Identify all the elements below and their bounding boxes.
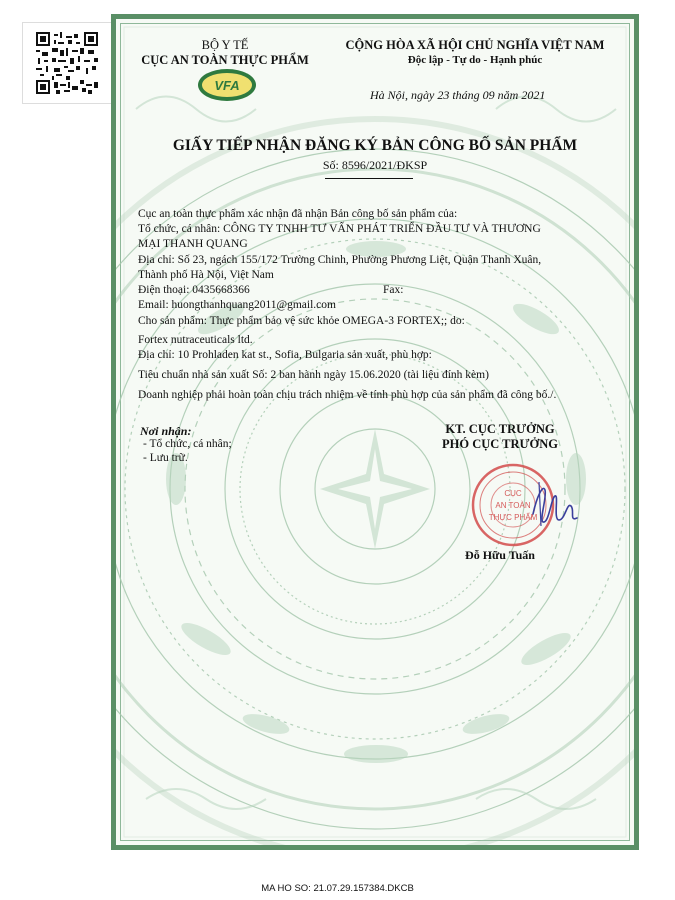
signer-name: Đỗ Hữu Tuấn xyxy=(465,548,535,562)
body-address: Địa chỉ: Số 23, ngách 155/172 Trường Chinh, Phường Phương Liệt, Quận Thanh Xuân, xyxy=(138,254,542,266)
dossier-code: MA HO SO: 21.07.29.157384.DKCB xyxy=(261,883,414,894)
recipient-item: - Lưu trữ. xyxy=(143,452,188,464)
stamp-text: THỰC PHẨM xyxy=(488,513,538,522)
document-title: GIẤY TIẾP NHẬN ĐĂNG KÝ BẢN CÔNG BỐ SẢN PHẨM xyxy=(172,137,578,154)
recipients-heading: Nơi nhận: xyxy=(140,424,192,438)
ministry-name: BỘ Y TẾ xyxy=(201,38,249,52)
body-organization: Tổ chức, cá nhân: CÔNG TY TNHH TƯ VẤN PHÁT TRIỂN ĐẦU TƯ VÀ THƯƠNG xyxy=(138,223,541,235)
body-organization-cont: MẠI THANH QUANG xyxy=(138,238,248,250)
handwritten-signature-icon xyxy=(525,476,585,532)
stamp-text: AN TOÀN xyxy=(495,501,531,510)
issue-date: Hà Nội, ngày 23 tháng 09 năm 2021 xyxy=(370,88,546,102)
body-product: Cho sản phẩm: Thực phẩm bảo vệ sức khỏe OMEGA-3 FORTEX;; do: xyxy=(138,315,465,327)
svg-text:VFA: VFA xyxy=(214,78,240,93)
recipient-item: - Tổ chức, cá nhân; xyxy=(143,438,232,450)
body-standard: Tiêu chuẩn nhà sản xuất Số: 2 ban hành ngày 15.06.2020 (tài liệu đính kèm) xyxy=(138,369,489,381)
stamp-text: CỤC xyxy=(504,489,522,498)
signer-role-line2: PHÓ CỤC TRƯỞNG xyxy=(442,437,558,451)
qr-code-icon xyxy=(36,32,98,94)
vfa-logo-icon xyxy=(196,66,258,104)
title-divider xyxy=(325,178,413,179)
body-phone: Điện thoại: 0435668366 xyxy=(138,284,250,296)
body-manufacturer-address: Địa chỉ: 10 Prohladen kat st., Sofia, Bulgaria sản xuất, phù hợp: xyxy=(138,349,432,361)
body-fax: Fax: xyxy=(383,284,404,296)
national-motto: Độc lập - Tự do - Hạnh phúc xyxy=(407,54,543,66)
signer-role-line1: KT. CỤC TRƯỞNG xyxy=(445,422,555,436)
country-name: CỘNG HÒA XÃ HỘI CHỦ NGHĨA VIỆT NAM xyxy=(345,38,605,52)
body-responsibility: Doanh nghiệp phải hoàn toàn chịu trách nhiệm về tính phù hợp của sản phẩm đã công bố./. xyxy=(138,389,557,401)
document-number: Số: 8596/2021/ĐKSP xyxy=(322,158,428,172)
body-intro: Cục an toàn thực phẩm xác nhận đã nhận Bản công bố sản phẩm của: xyxy=(138,208,458,220)
body-address-cont: Thành phố Hà Nội, Việt Nam xyxy=(138,269,274,281)
body-email: Email: huongthanhquang2011@gmail.com xyxy=(138,299,336,311)
agency-name: CỤC AN TOÀN THỰC PHẨM xyxy=(141,53,309,67)
qr-code xyxy=(22,22,112,104)
body-manufacturer: Fortex nutraceuticals ltd. xyxy=(138,334,253,346)
